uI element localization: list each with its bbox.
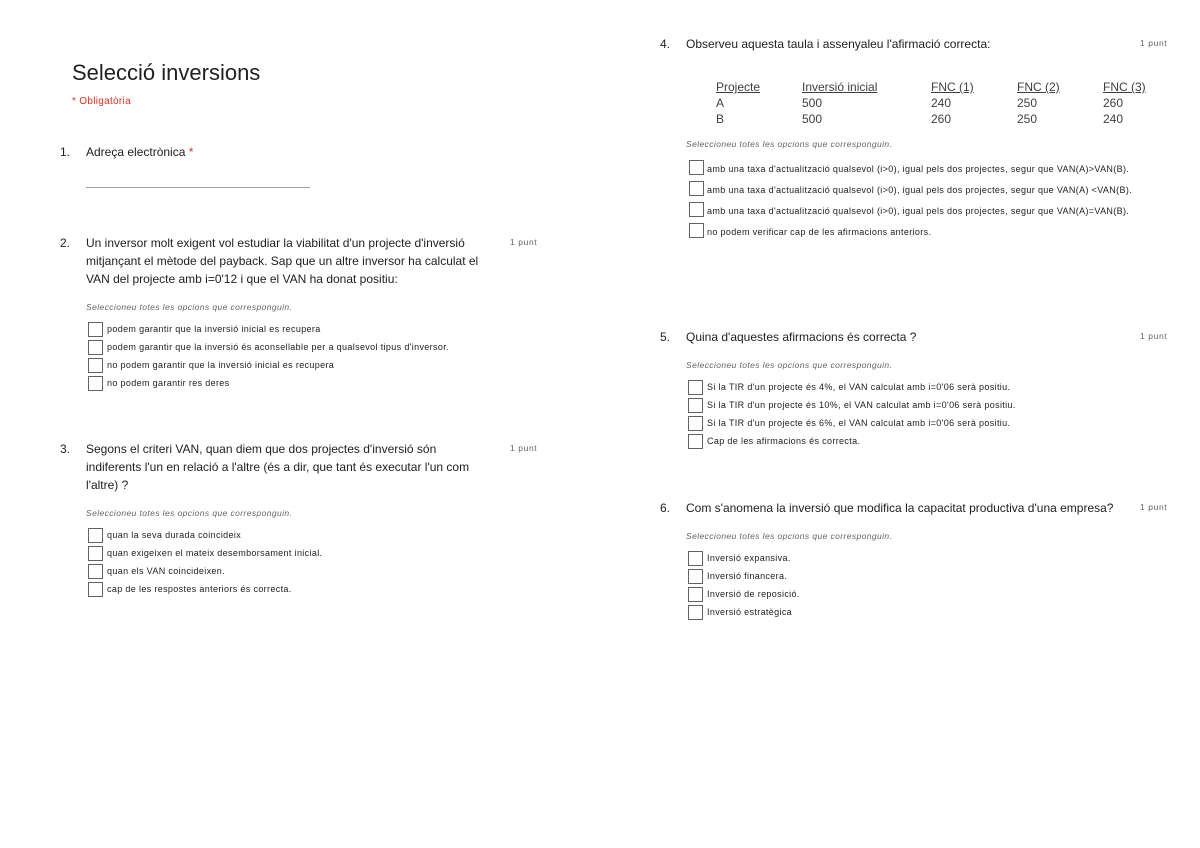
points-label: 1 punt [510,237,538,247]
question-text: Un inversor molt exigent vol estudiar la viabilitat d'un projecte d'inversió mitjançant el mètode del payback. Sap que un altre inversor ha calculat el VAN del projecte amb i=0'12 i que el VAN ha donat positiu: [86,236,479,286]
points-label: 1 punt [1140,38,1168,48]
required-note: * Obligatòria [72,96,131,107]
option-label: amb una taxa d'actualització qualsevol (i>0), igual pels dos projectes, segur que VAN(A)>VAN(B). [707,164,1130,174]
question-text: Segons el criteri VAN, quan diem que dos projectes d'inversió són indiferents l'un en relació a l'altre (és a dir, que tant és executar l'un com l'altre) ? [86,442,470,492]
option-item[interactable] [88,564,550,579]
question-3 [60,440,550,600]
option-item[interactable] [88,340,550,355]
option-label: amb una taxa d'actualització qualsevol (i>0), igual pels dos projectes, segur que VAN(A) <VAN(B). [707,185,1133,195]
question-text: Adreça electrònica * [86,145,194,159]
question-number: 1. [60,145,71,159]
points-label: 1 punt [1140,331,1168,341]
checkbox[interactable] [688,605,703,620]
instruction-text: Seleccioneu totes les opcions que corresponguin. [86,302,293,312]
instruction-text: Seleccioneu totes les opcions que corresponguin. [86,508,293,518]
question-1 [60,143,550,161]
question-number: 6. [660,501,671,515]
table-row [716,111,1163,127]
checkbox[interactable] [688,380,703,395]
checkbox[interactable] [88,582,103,597]
points-label: 1 punt [510,443,538,453]
table-header: Inversió inicial [802,80,878,94]
table-cell: 250 [1017,112,1038,126]
option-item[interactable] [88,322,550,337]
option-label: no podem garantir res deres [107,378,230,388]
option-item[interactable] [88,358,550,373]
option-item[interactable] [689,180,1180,198]
instruction-text: Seleccioneu totes les opcions que corresponguin. [686,360,893,370]
question-text: Quina d'aquestes afirmacions és correcta ? [686,330,917,344]
table-header: FNC (1) [931,80,974,94]
table-cell: 500 [802,96,823,110]
table-cell: 260 [931,112,952,126]
checkbox[interactable] [88,564,103,579]
question-5 [660,328,1180,452]
points-label: 1 punt [1140,502,1168,512]
option-item[interactable] [88,376,550,391]
checkbox[interactable] [88,528,103,543]
option-label: Si la TIR d'un projecte és 6%, el VAN calculat amb i=0'06 serà positiu. [707,418,1011,428]
checkbox[interactable] [88,340,103,355]
checkbox[interactable] [688,398,703,413]
instruction-text: Seleccioneu totes les opcions que corresponguin. [686,139,893,149]
table-cell: 240 [1103,112,1124,126]
table-header: Projecte [716,80,761,94]
option-item[interactable] [688,569,1180,584]
table-row [716,95,1163,111]
table-header-row [716,79,1163,95]
option-item[interactable] [88,582,550,597]
table-header: FNC (2) [1017,80,1060,94]
form-title: Selecció inversions [72,60,261,85]
question-number: 2. [60,236,71,250]
option-label: Cap de les afirmacions és correcta. [707,436,861,446]
option-item[interactable] [689,222,1180,240]
table-cell: A [716,96,725,110]
checkbox[interactable] [688,416,703,431]
checkbox[interactable] [689,160,704,175]
checkbox[interactable] [688,434,703,449]
question-number: 3. [60,442,71,456]
option-item[interactable] [688,398,1180,413]
question-2 [60,234,550,394]
option-label: cap de les respostes anteriors és correcta. [107,584,292,594]
required-star: * [188,145,194,159]
question-text: Observeu aquesta taula i assenyaleu l'afirmació correcta: [686,37,991,51]
option-label: podem garantir que la inversió inicial es recupera [107,324,321,334]
option-label: Inversió expansiva. [707,553,791,563]
checkbox[interactable] [688,569,703,584]
option-item[interactable] [689,159,1180,177]
table-cell: 500 [802,112,823,126]
table-header: FNC (3) [1103,80,1146,94]
option-item[interactable] [688,587,1180,602]
option-item[interactable] [88,528,550,543]
option-label: quan exigeixen el mateix desemborsament inicial. [107,548,323,558]
option-label: quan la seva durada coincideix [107,530,242,540]
table-cell: 260 [1103,96,1124,110]
option-label: Inversió de reposició. [707,589,800,599]
option-item[interactable] [88,546,550,561]
option-label: no podem garantir que la inversió inicial es recupera [107,360,335,370]
checkbox[interactable] [689,223,704,238]
option-item[interactable] [688,416,1180,431]
email-field[interactable] [86,187,310,188]
projects-table [716,79,1163,127]
checkbox[interactable] [88,358,103,373]
checkbox[interactable] [688,551,703,566]
checkbox[interactable] [88,376,103,391]
question-text: Com s'anomena la inversió que modifica la capacitat productiva d'una empresa? [686,501,1114,515]
option-item[interactable] [688,434,1180,449]
option-item[interactable] [688,551,1180,566]
option-label: Inversió estratègica [707,607,793,617]
checkbox[interactable] [88,322,103,337]
option-label: quan els VAN coincideixen. [107,566,225,576]
checkbox[interactable] [689,181,704,196]
question-number: 5. [660,330,671,344]
question-4 [660,35,1180,243]
option-label: Si la TIR d'un projecte és 4%, el VAN calculat amb i=0'06 serà positiu. [707,382,1011,392]
option-item[interactable] [688,605,1180,620]
option-item[interactable] [688,380,1180,395]
question-number: 4. [660,37,671,51]
checkbox[interactable] [88,546,103,561]
table-cell: B [716,112,725,126]
question-6 [660,499,1180,623]
option-label: Si la TIR d'un projecte és 10%, el VAN calculat amb i=0'06 serà positiu. [707,400,1016,410]
instruction-text: Seleccioneu totes les opcions que corresponguin. [686,531,893,541]
option-label: amb una taxa d'actualització qualsevol (i>0), igual pels dos projectes, segur que VAN(A)=VAN(B). [707,206,1130,216]
option-label: no podem verificar cap de les afirmacions anteriors. [707,227,932,237]
option-item[interactable] [689,201,1180,219]
table-cell: 250 [1017,96,1038,110]
option-label: Inversió financera. [707,571,788,581]
option-label: podem garantir que la inversió és aconsellable per a qualsevol tipus d'inversor. [107,342,449,352]
checkbox[interactable] [689,202,704,217]
checkbox[interactable] [688,587,703,602]
table-cell: 240 [931,96,952,110]
